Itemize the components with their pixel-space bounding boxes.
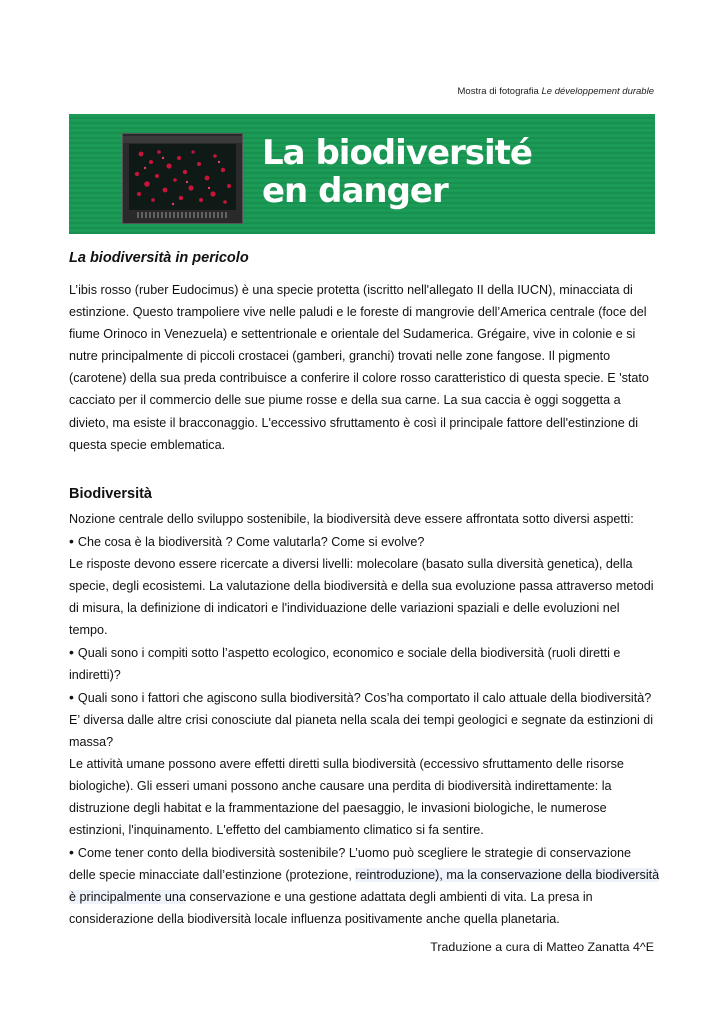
highlighted-text: reintroduzione), ma la conservazione della biodiversità è principalmente una [69,868,660,904]
bullet-item-4 [69,841,661,930]
photo-caption-text [137,212,228,218]
section2-intro: Nozione centrale dello sviluppo sostenibile, la biodiversità deve essere affrontata sotto diversi aspetti: [69,512,634,526]
section2-text3: Le attività umane possono avere effetti diretti sulla biodiversità (eccessivo sfruttamento delle risorse biologiche). Gli esseri umani possono anche causare una perdita di biodiversità indirettamente: la distruzione degli habitat e la frammentazione del paesaggio, le invasioni biologiche, le numerose estinzioni, l'inquinamento. L'effetto del cambiamento climatico si fa sentire. [69,757,624,837]
bullet2-text: Quali sono i compiti sotto l’aspetto ecologico, economico e sociale della biodiversità (ruoli diretti e indiretti)? [69,646,621,682]
bullet4-text-a: Come tener conto della biodiversità sostenibile? L’uomo può scegliere le strategie di conservazione delle specie minacciate dall’estinzione (protezione, [69,846,631,882]
banner-title [262,134,532,210]
bullet-item-1 [69,530,661,553]
scarlet-ibis-photo-thumbnail [129,144,236,210]
section2-text1: Le risposte devono essere ricercate a diversi livelli: molecolare (basato sulla diversità genetica), della specie, degli ecosistemi. La valutazione della biodiversità e della sua evoluzione passa attraverso metodi di misura, la definizione di indicatori e l'individuazione delle variazioni spaziali e delle evoluzioni nel tempo. [69,557,654,637]
header-exhibition-title: Le développement durable [541,86,654,97]
banner-title-line1: La biodiversité [262,133,532,173]
banner-title-line2: en danger [262,171,448,211]
bullet4-text-b: conservazione e una gestione adattata degli ambienti di vita. La presa in considerazione della biodiversità locale influenza positivamente anche quella planetaria. [69,890,593,926]
banner [69,114,655,234]
bullet3-text: Quali sono i fattori che agiscono sulla biodiversità? Cos’ha comportato il calo attuale della biodiversità? E’ diversa dalle altre crisi conosciute dal pianeta nella scala dei tempi geologici e segnate da estinzioni di massa? [69,691,654,749]
bullet-item-2 [69,641,661,686]
section1-heading: La biodiversità in pericolo [69,250,249,266]
bullet1-text: Che cosa è la biodiversità ? Come valutarla? Come si evolve? [77,535,425,549]
ibis-flock-icon [129,144,236,210]
section1-paragraph: L’ibis rosso (ruber Eudocimus) è una specie protetta (iscritto nell'allegato II della IUCN), minacciata di estinzione. Questo trampoliere vive nelle paludi e le foreste di mangrovie dell’America centrale (foce del fiume Orinoco in Venezuela) e settentrionale e orientale del Sudamerica. Grégaire, vive in colonie e si nutre principalmente di piccoli crostacei (gamberi, granchi) trovati nelle zone fangose. Il pigmento (carotene) della sua preda contribuisce a conferire il colore rosso caratteristico di questa specie. E 'stato cacciato per il commercio delle sue piume rosse e della sua carne. La sua caccia è oggi soggetta a divieto, ma esiste il bracconaggio. L'eccessivo sfruttamento è così il principale fattore dell'estinzione di questa specie emblematica. [69,283,649,452]
photo-caption-bar [123,136,242,143]
header-prefix: Mostra di fotografia [457,86,539,97]
exhibition-header [458,86,654,97]
section2-heading: Biodiversità [69,486,152,502]
scarlet-ibis-photo [122,133,243,224]
translation-credit: Traduzione a cura di Matteo Zanatta 4^E [430,940,654,954]
bullet-item-3 [69,686,661,753]
section2-body [69,508,661,930]
